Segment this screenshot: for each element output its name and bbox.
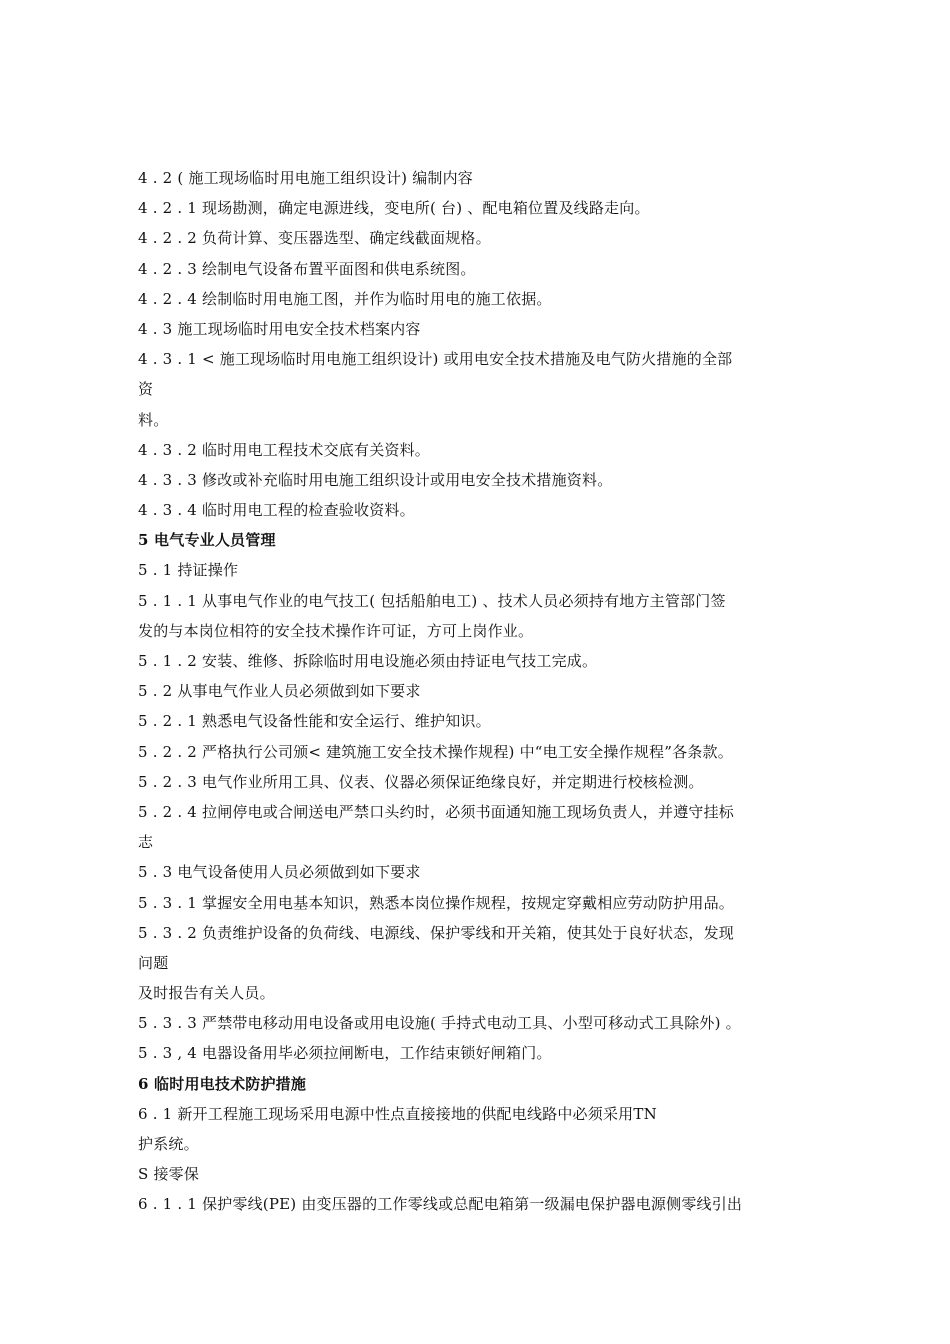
text-line: 5 . 3 . 2 负责维护设备的负荷线、电源线、保护零线和开关箱，使其处于良好状态，发现: [138, 923, 735, 942]
text-line: 4 . 3 . 4 临时用电工程的检查验收资料。: [138, 501, 415, 520]
text-line: 4 . 2 . 3 绘制电气设备布置平面图和供电系统图。: [138, 259, 476, 278]
text-line: 问题: [138, 953, 169, 972]
text-line: 5 . 3 电气设备使用人员必须做到如下要求: [138, 863, 421, 882]
text-line: 5 . 3 . 3 严禁带电移动用电设备或用电设施( 手持式电动工具、小型可移动式工具除外) 。: [138, 1014, 741, 1033]
text-line: 发的与本岗位相符的安全技术操作许可证，方可上岗作业。: [138, 621, 534, 640]
text-line: S 接零保: [138, 1165, 200, 1184]
text-line: 资: [138, 380, 154, 399]
text-line: 4 . 2 . 4 绘制临时用电施工图，并作为临时用电的施工依据。: [138, 289, 552, 308]
text-line: 5 . 3 . 1 掌握安全用电基本知识，熟悉本岗位操作规程，按规定穿戴相应劳动防护用品。: [138, 893, 735, 912]
text-line: 5 . 2 . 2 严格执行公司颁< 建筑施工安全技术操作规程) 中“电工安全操作规程”各条款。: [138, 742, 733, 761]
text-line: 4 . 3 . 3 修改或补充临时用电施工组织设计或用电安全技术措施资料。: [138, 470, 613, 489]
text-line: 4 . 2 . 2 负荷计算、变压器选型、确定线截面规格。: [138, 229, 491, 248]
text-line: 4 . 2 ( 施工现场临时用电施工组织设计) 编制内容: [138, 169, 474, 187]
document-page: [138, 163, 838, 1220]
text-line: 5 . 2 . 3 电气作业所用工具、仪表、仪器必须保证绝缘良好，并定期进行校核检测。: [138, 772, 704, 791]
text-line: 4 . 3 施工现场临时用电安全技术档案内容: [138, 319, 421, 338]
text-line: 料。: [138, 410, 169, 429]
text-line: 4 . 2 . 1 现场勘测，确定电源进线，变电所( 台) 、配电箱位置及线路走向。: [138, 199, 650, 218]
text-line: 6 . 1 新开工程施工现场采用电源中性点直接接地的供配电线路中必须采用TN: [138, 1104, 657, 1123]
text-line: 5 . 2 . 1 熟悉电气设备性能和安全运行、维护知识。: [138, 712, 491, 731]
text-line: 4 . 3 . 1 < 施工现场临时用电施工组织设计) 或用电安全技术措施及电气防火措施的全部: [138, 350, 733, 369]
text-line: 护系统。: [138, 1135, 199, 1153]
text-line: 及时报告有关人员。: [138, 984, 275, 1003]
text-line: 5 . 1 . 1 从事电气作业的电气技工( 包括船舶电工) 、技术人员必须持有地方主管部门签: [138, 591, 726, 610]
text-line: 5 . 2 从事电气作业人员必须做到如下要求: [138, 682, 421, 701]
text-line: 5 . 1 . 2 安装、维修、拆除临时用电设施必须由持证电气技工完成。: [138, 652, 598, 670]
text-line: 志: [138, 833, 154, 852]
text-line: 4 . 3 . 2 临时用电工程技术交底有关资料。: [138, 440, 431, 459]
text-line: 5 . 2 . 4 拉闸停电或合闸送电严禁口头约时，必须书面通知施工现场负责人，并遵守挂标: [138, 802, 735, 821]
text-line: 5 . 3 , 4 电器设备用毕必须拉闸断电，工作结束锁好闸箱门。: [138, 1044, 552, 1063]
text-line: 6 . 1 . 1 保护零线(PE) 由变压器的工作零线或总配电箱第一级漏电保护器电源侧零线引出: [138, 1195, 743, 1214]
text-line: 5 . 1 持证操作: [138, 561, 239, 580]
section-heading: 6 临时用电技术防护措施: [138, 1074, 307, 1093]
section-heading: 5 电气专业人员管理: [138, 531, 276, 550]
